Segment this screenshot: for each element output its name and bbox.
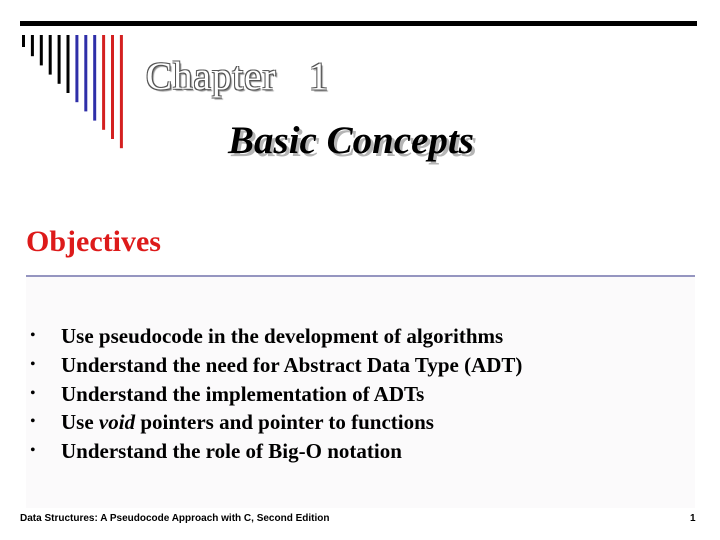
bullet-icon: • <box>30 413 36 431</box>
objective-text-emphasis: void <box>98 410 136 435</box>
objective-item <box>26 437 522 466</box>
bullet-icon: • <box>30 442 36 460</box>
objective-item <box>26 408 522 437</box>
bullet-icon: • <box>30 327 36 344</box>
stripe-7 <box>75 35 78 102</box>
objectives-heading: Objectives <box>26 225 161 258</box>
stripe-3 <box>40 35 43 65</box>
stripe-5 <box>58 35 61 84</box>
objective-text: Understand the need for Abstract Data Type (ADT) <box>61 352 523 377</box>
stripe-1 <box>22 35 25 47</box>
top-rule <box>20 21 697 26</box>
objective-text: Use pseudocode in the development of algorithms <box>61 324 504 348</box>
objective-item <box>26 351 522 380</box>
slide-title: Basic Concepts <box>228 119 474 162</box>
objective-item <box>26 322 522 351</box>
objective-text-before: Use <box>61 410 99 435</box>
stripe-10 <box>102 35 105 130</box>
stripe-6 <box>67 35 70 93</box>
page-number: 1 <box>690 513 696 524</box>
stripe-9 <box>93 35 96 121</box>
vertical-stripes-graphic <box>20 34 130 149</box>
objective-text: Understand the role of Big-O notation <box>61 439 402 464</box>
objective-text-after: pointers and pointer to functions <box>135 410 434 435</box>
objectives-list <box>26 322 522 466</box>
bullet-icon: • <box>30 384 36 402</box>
stripe-4 <box>49 35 52 75</box>
bullet-icon: • <box>30 355 36 373</box>
footer-book-title: Data Structures: A Pseudocode Approach with C, Second Edition <box>20 513 330 524</box>
chapter-label: Chapter 1 <box>146 55 330 98</box>
objective-text: Understand the implementation of ADTs <box>61 381 425 406</box>
stripe-11 <box>111 35 114 139</box>
objective-item <box>26 380 522 409</box>
stripe-12 <box>120 35 123 148</box>
stripe-8 <box>84 35 87 111</box>
stripe-2 <box>31 35 34 56</box>
